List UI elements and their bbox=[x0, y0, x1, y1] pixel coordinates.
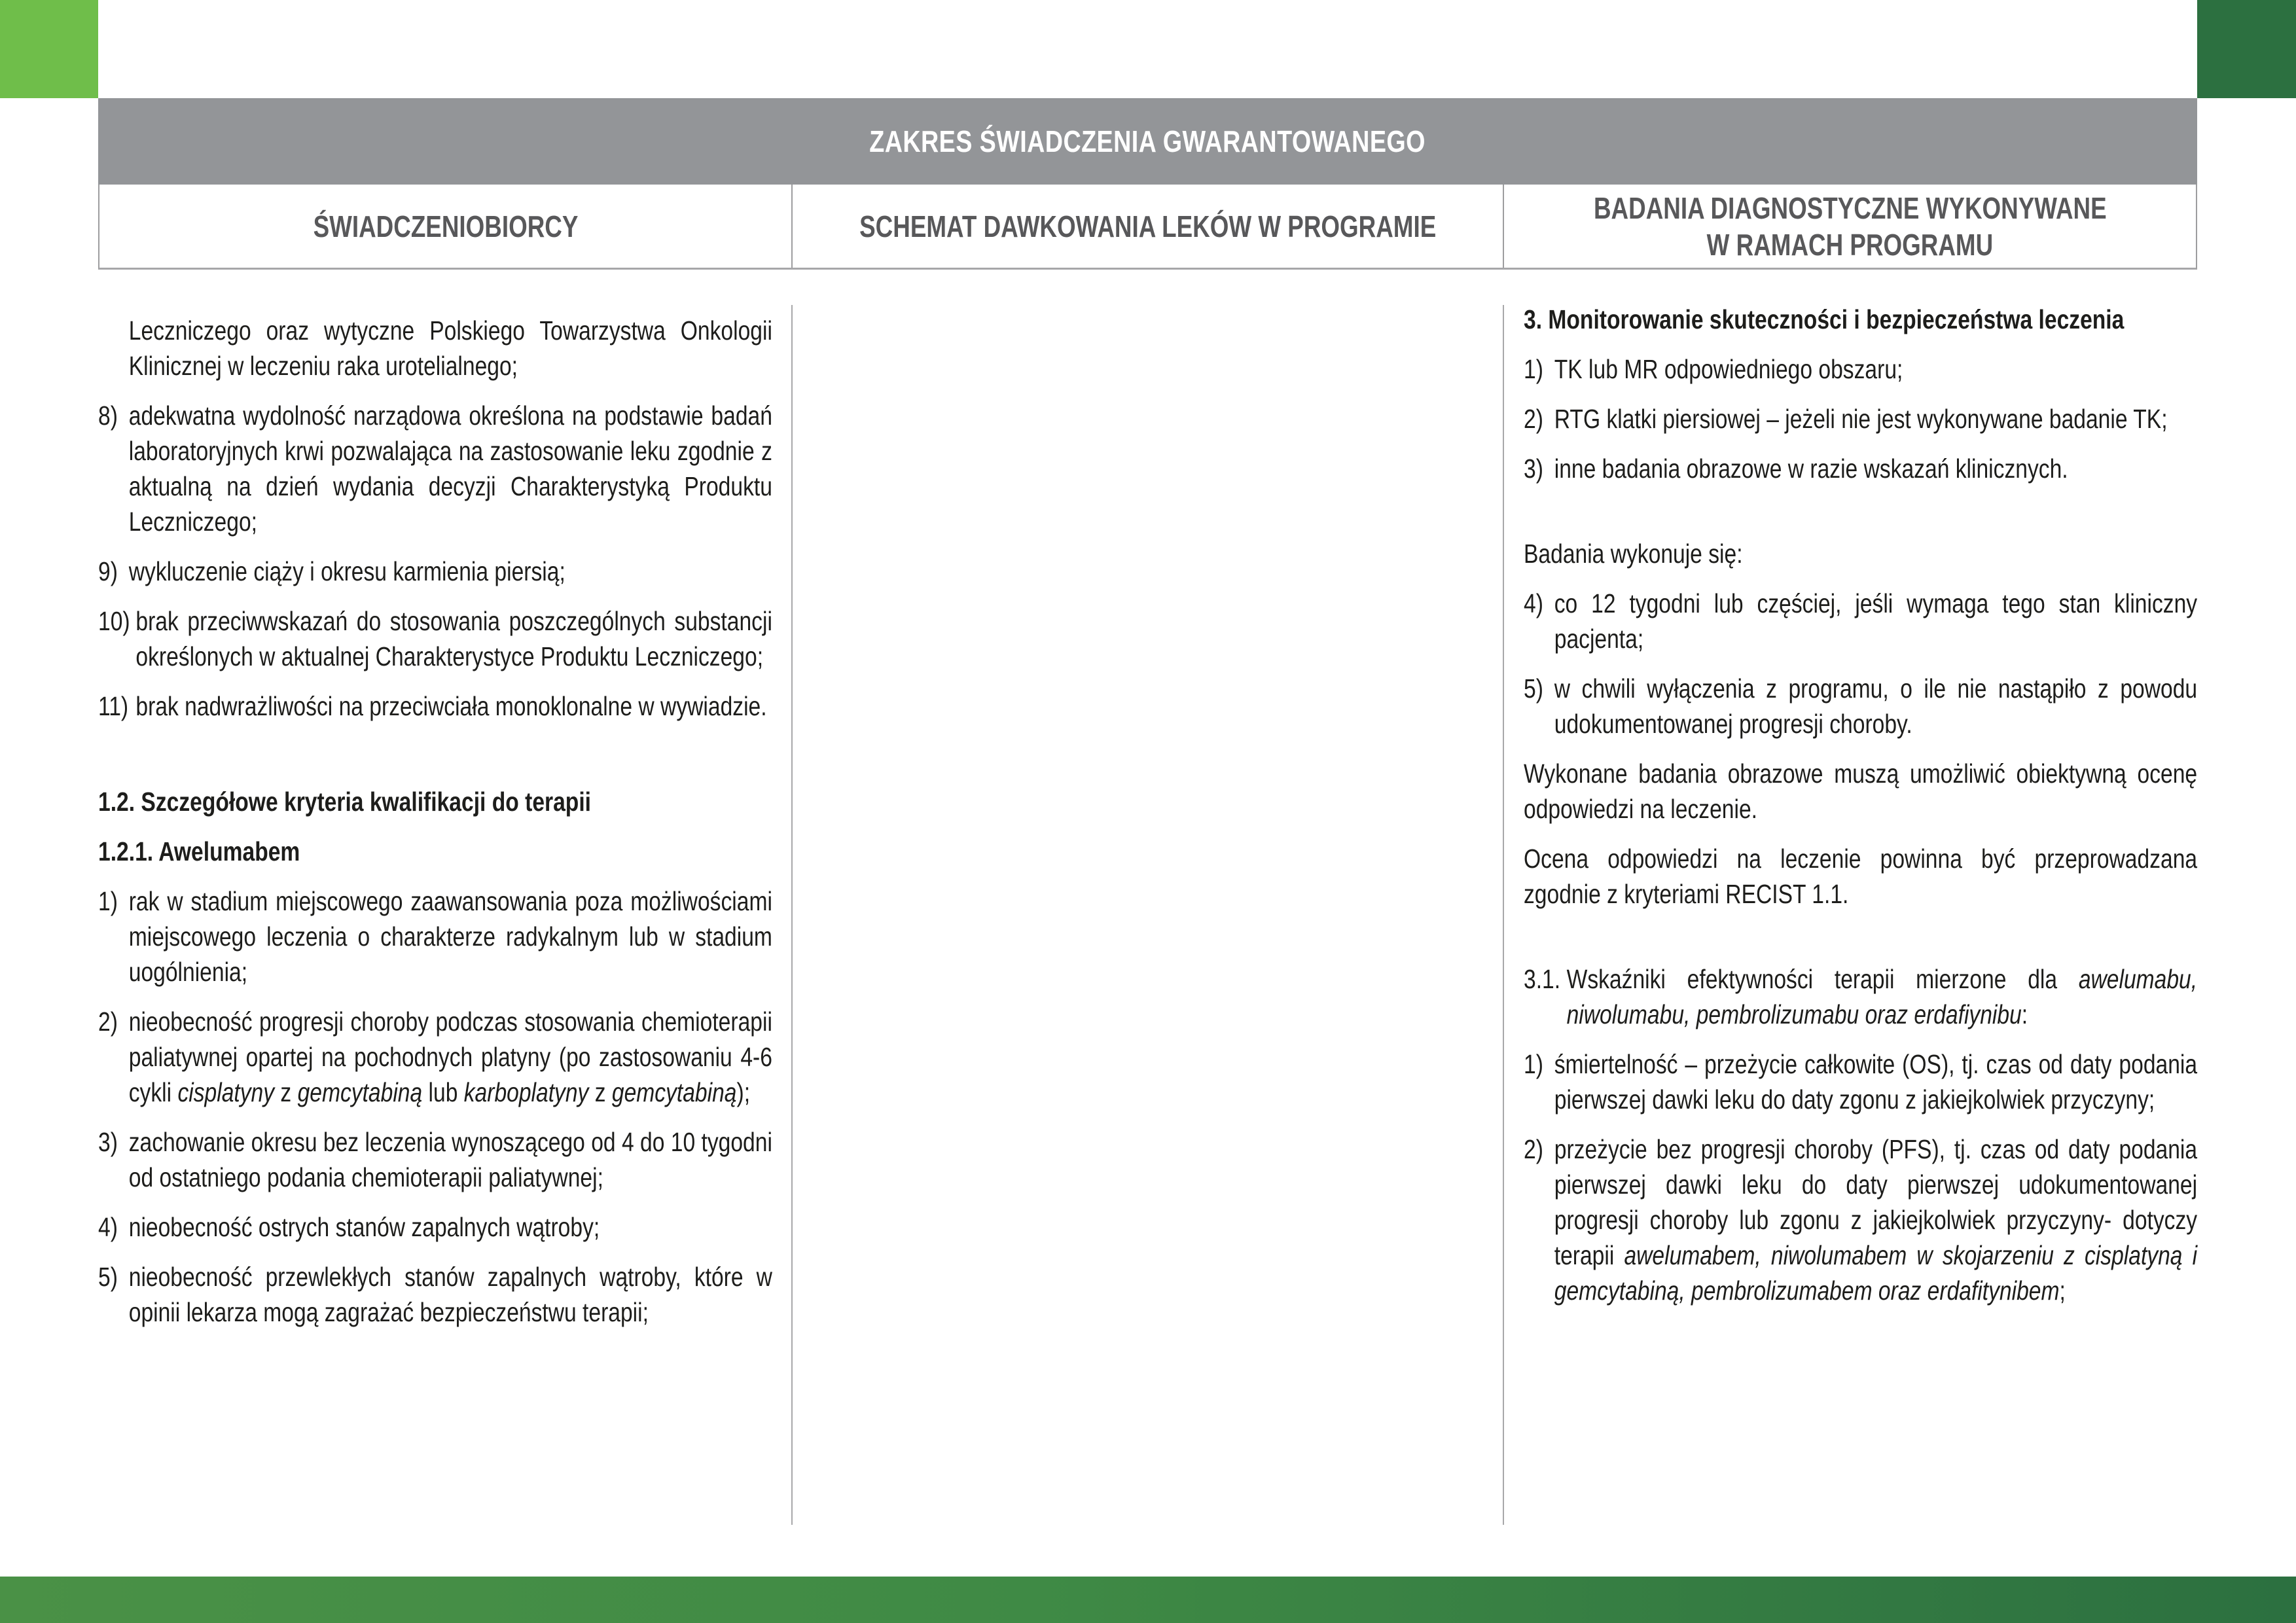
beneficiaries-column bbox=[98, 313, 772, 1344]
list-item: 1) śmiertelność – przeżycie całkowite (OS), tj. czas od daty podania pierwszej dawki leku do daty zgonu z jakiejkolwiek przyczyny; bbox=[1524, 1049, 2198, 1115]
column-headers bbox=[98, 185, 2197, 270]
subsection-heading: 1.2.1. Awelumabem bbox=[98, 836, 300, 866]
column-header-diagnostics: BADANIA DIAGNOSTYCZNE WYKONYWANE W RAMACH PROGRAMU bbox=[1503, 185, 2196, 268]
list-item: 5) w chwili wyłączenia z programu, o ile nie nastąpiło z powodu udokumentowanej progresji choroby. bbox=[1524, 673, 2198, 739]
list-item: 2) nieobecność progresji choroby podczas stosowania chemioterapii paliatywnej opartej na pochodnych platyny (po zastosowaniu 4-6 cykli cisplatyny z gemcytabiną lub karboplatyny z gemcytabiną); bbox=[98, 1007, 772, 1107]
intro-text: Badania wykonuje się: bbox=[1524, 539, 1743, 569]
subsection-efficacy-indicators: 3.1. Wskaźniki efektywności terapii mierzone dla awelumabu, niwolumabu, pembrolizumabu oraz erdafiynibu: bbox=[1524, 964, 2198, 1029]
paragraph: Ocena odpowiedzi na leczenie powinna być przeprowadzana zgodnie z kryteriami RECIST 1.1. bbox=[1524, 844, 2198, 909]
column-divider bbox=[791, 305, 793, 1525]
list-item: 1) rak w stadium miejscowego zaawansowania poza możliwościami miejscowego leczenia o charakterze radykalnym lub w stadium uogólnienia; bbox=[98, 886, 772, 987]
section-heading: 1.2. Szczegółowe kryteria kwalifikacji do terapii bbox=[98, 787, 592, 817]
list-item: 2) przeżycie bez progresji choroby (PFS), tj. czas od daty podania pierwszej dawki leku do daty pierwszej udokumentowanej progresji choroby lub zgonu z jakiejkolwiek przyczyny- dotyczy terapii awelumabem, niwolumabem w skojarzeniu z cisplatyną i gemcytabiną, pembrolizumabem oraz erdafitynibem; bbox=[1524, 1134, 2198, 1306]
column-header-dosage-schedule: SCHEMAT DAWKOWANIA LEKÓW W PROGRAMIE bbox=[791, 185, 1503, 268]
footer-bar bbox=[0, 1577, 2296, 1623]
list-item: 11) brak nadwrażliwości na przeciwciała monoklonalne w wywiadzie. bbox=[98, 691, 767, 721]
list-item: 3) inne badania obrazowe w razie wskazań klinicznych. bbox=[1524, 454, 2068, 484]
column-header-beneficiaries: ŚWIADCZENIOBIORCY bbox=[313, 209, 578, 243]
list-item: 2) RTG klatki piersiowej – jeżeli nie jest wykonywane badanie TK; bbox=[1524, 404, 2168, 434]
table-title: ZAKRES ŚWIADCZENIA GWARANTOWANEGO bbox=[869, 124, 1426, 158]
list-item: 3) zachowanie okresu bez leczenia wynoszącego od 4 do 10 tygodni od ostatniego podania chemioterapii paliatywnej; bbox=[98, 1127, 772, 1192]
diagnostics-column bbox=[1524, 302, 2197, 1323]
list-item: 8) adekwatna wydolność narządowa określona na podstawie badań laboratoryjnych krwi pozwalająca na zastosowanie leku zgodnie z aktualną na dzień wydania decyzji Charakterystyką Produktu Leczniczego; bbox=[98, 401, 772, 537]
continuation-text: Leczniczego oraz wytyczne Polskiego Towarzystwa Onkologii Klinicznej w leczeniu raka urotelialnego; bbox=[128, 315, 772, 381]
paragraph: Wykonane badania obrazowe muszą umożliwić obiektywną ocenę odpowiedzi na leczenie. bbox=[1524, 758, 2198, 824]
list-item: 5) nieobecność przewlekłych stanów zapalnych wątroby, które w opinii lekarza mogą zagrażać bezpieczeństwu terapii; bbox=[98, 1262, 772, 1327]
list-item: 4) co 12 tygodni lub częściej, jeśli wymaga tego stan kliniczny pacjenta; bbox=[1524, 588, 2198, 654]
list-item: 1) TK lub MR odpowiedniego obszaru; bbox=[1524, 354, 1903, 384]
column-divider bbox=[1503, 305, 1504, 1525]
section-heading: 3. Monitorowanie skuteczności i bezpieczeństwa leczenia bbox=[1524, 304, 2125, 334]
corner-accent-light-green bbox=[0, 0, 98, 98]
list-item: 9) wykluczenie ciąży i okresu karmienia piersią; bbox=[98, 556, 565, 586]
list-item: 4) nieobecność ostrych stanów zapalnych wątroby; bbox=[98, 1212, 600, 1242]
corner-accent-dark-green bbox=[2197, 0, 2296, 98]
table-title-bar bbox=[98, 98, 2197, 185]
list-item: 10) brak przeciwwskazań do stosowania poszczególnych substancji określonych w aktualnej Charakterystyce Produktu Leczniczego; bbox=[98, 606, 772, 671]
